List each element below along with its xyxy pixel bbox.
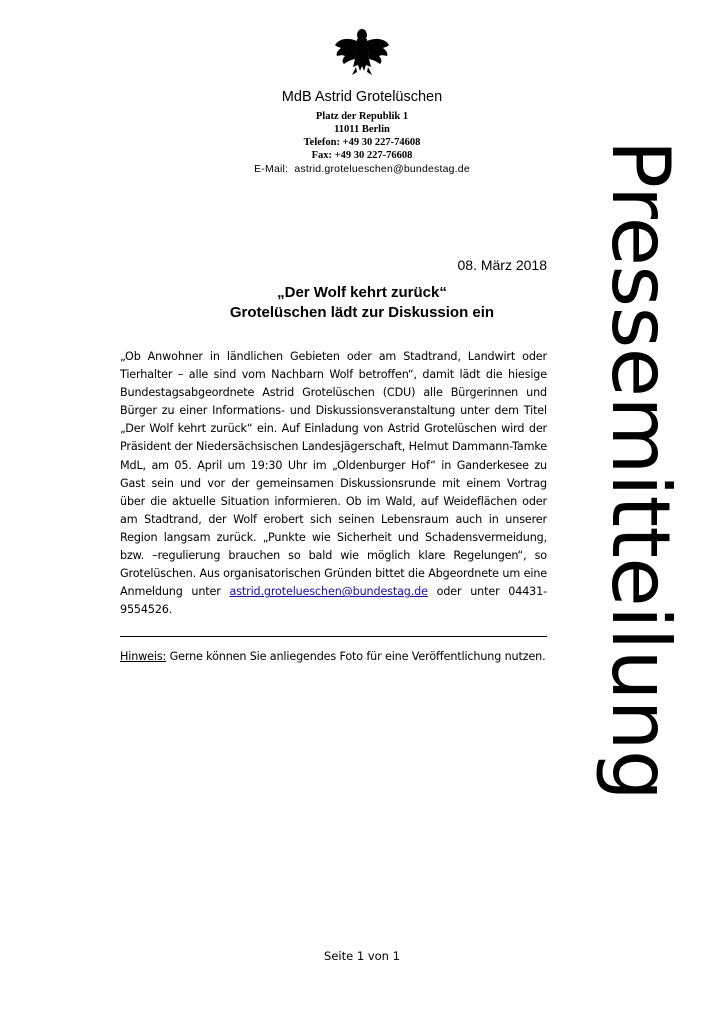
email-link[interactable]: astrid.grotelueschen@bundestag.de xyxy=(229,585,428,599)
note xyxy=(120,650,560,663)
note-label: Hinweis: xyxy=(120,650,167,663)
press-release-title: Pressemitteilung xyxy=(594,139,687,801)
body-paragraph: „Ob Anwohner in ländlichen Gebieten oder am Stadtrand, Landwirt oder Tierhalter – alle sind vom Nachbarn Wolf betroffen“, damit lädt die hiesige Bundestagsabgeordnete Astrid Grotelüschen (CDU) alle Bürgerinnen und Bürger zu einer Informations- und Diskussionsveranstaltung unter dem Titel „Der Wolf kehrt zurück“ ein. Auf Einladung von Astrid Grotelüschen wird der Präsident der Niedersächsischen Landesjägerschaft, Helmut Dammann-Tamke MdL, am 05. April um 19:30 Uhr im „Oldenburger Hof“ in Ganderkesee zu Gast sein und vor der gemeinsamen Diskussionsrunde mit einem Vortrag über die aktuelle Situation informieren. Ob im Wald, auf Weideflächen oder am Stadtrand, der Wolf erobert sich seinen Lebensraum auch in unserer Region langsam zurück. „Punkte wie Sicherheit und Schadensvermeidung, bzw. –regulierung brauchen so bald wie möglich klare Regelungen“, so Grotelüschen. Aus organisatorischen Gründen bittet die Abgeordnete um eine Anmeldung unter xyxy=(120,350,547,599)
body-tail: oder unter 04431-9554526. xyxy=(120,585,548,617)
sender-email: astrid.grotelueschen@bundestag.de xyxy=(294,163,470,175)
headline-secondary: Grotelüschen lädt zur Diskussion ein xyxy=(229,304,495,321)
sender-phone: Telefon: +49 30 227-74608 xyxy=(303,137,421,148)
email-label: E-Mail: xyxy=(254,163,289,175)
sender-email-line xyxy=(120,163,604,175)
sender-city: 11011 Berlin xyxy=(334,124,390,135)
release-date: 08. März 2018 xyxy=(457,257,547,273)
page-number: Seite 1 von 1 xyxy=(324,949,400,963)
separator-line xyxy=(120,636,547,637)
note-text: Gerne können Sie anliegendes Foto für eine Veröffentlichung nutzen. xyxy=(169,650,546,663)
federal-eagle-logo xyxy=(333,25,391,77)
sender-fax: Fax: +49 30 227-76608 xyxy=(311,150,413,161)
sender-name: MdB Astrid Grotelüschen xyxy=(281,89,443,105)
body-text xyxy=(120,348,547,619)
headline-primary: „Der Wolf kehrt zurück“ xyxy=(277,284,447,301)
sender-street: Platz der Republik 1 xyxy=(315,111,409,122)
